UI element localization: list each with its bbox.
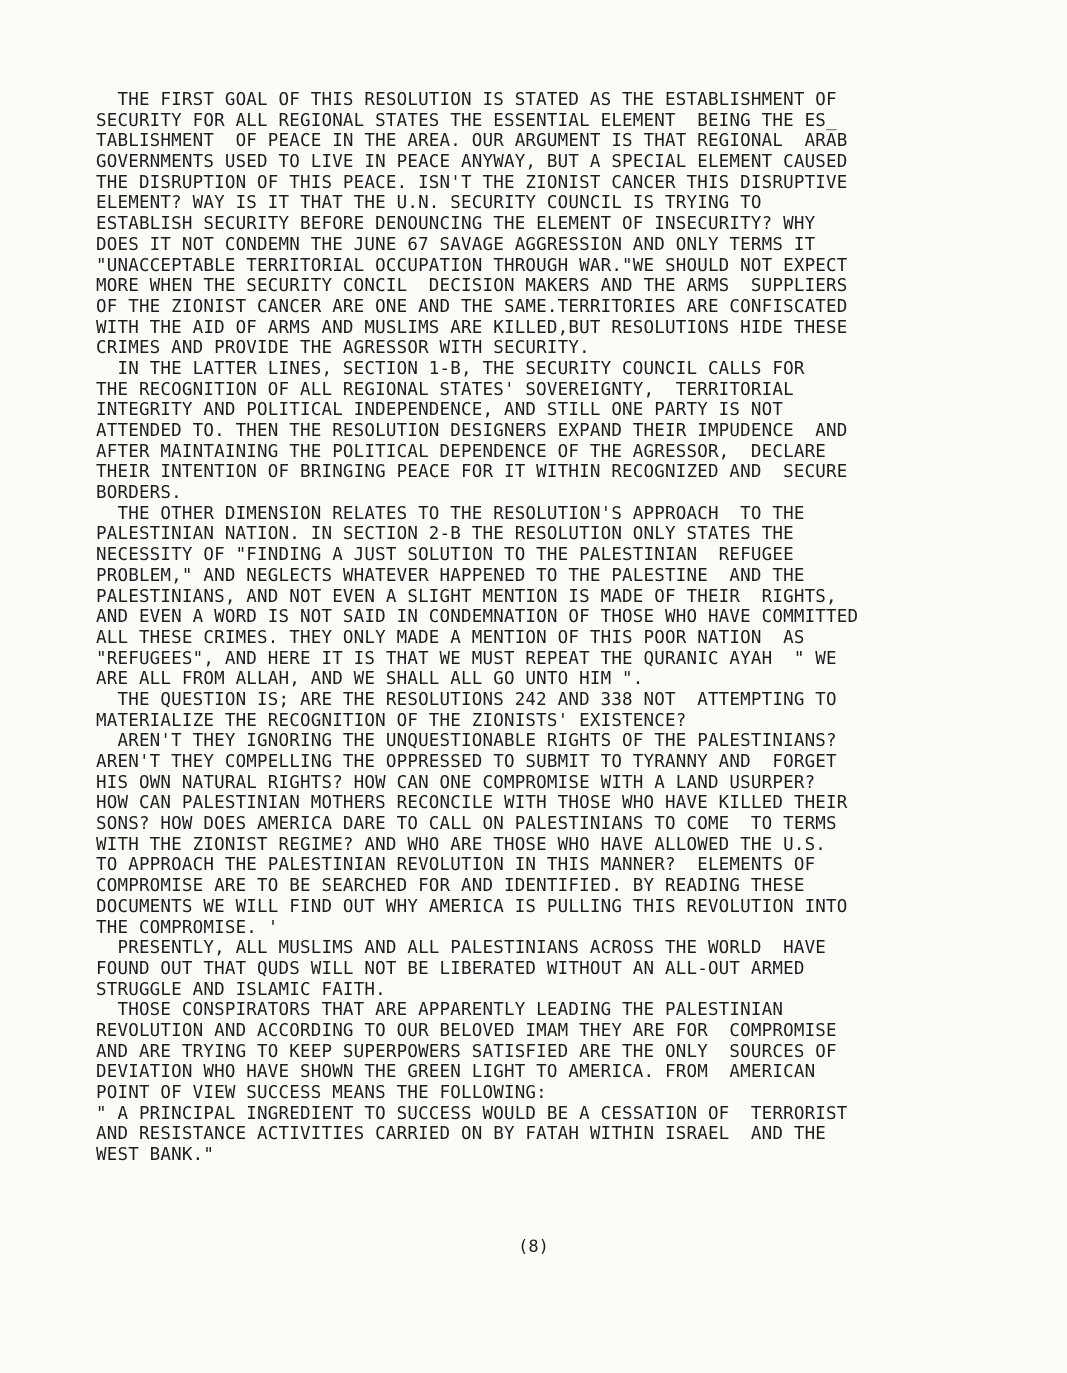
text-line: " A PRINCIPAL INGREDIENT TO SUCCESS WOULD BE A CESSATION OF TERRORIST [96, 1103, 848, 1124]
text-line: THE RECOGNITION OF ALL REGIONAL STATES' SOVEREIGNTY, TERRITORIAL [96, 379, 794, 400]
text-line: THE DISRUPTION OF THIS PEACE. ISN'T THE ZIONIST CANCER THIS DISRUPTIVE [96, 172, 848, 193]
text-line: AND RESISTANCE ACTIVITIES CARRIED ON BY FATAH WITHIN ISRAEL AND THE [96, 1124, 827, 1145]
text-line: GOVERNMENTS USED TO LIVE IN PEACE ANYWAY, BUT A SPECIAL ELEMENT CAUSED [96, 152, 848, 173]
text-line: ATTENDED TO. THEN THE RESOLUTION DESIGNERS EXPAND THEIR IMPUDENCE AND [96, 421, 848, 441]
text-line: SECURITY FOR ALL REGIONAL STATES THE ESSENTIAL ELEMENT BEING THE ES_ [96, 110, 837, 131]
text-line: FOUND OUT THAT QUDS WILL NOT BE LIBERATED WITHOUT AN ALL-OUT ARMED [96, 958, 805, 979]
text-line: ARE ALL FROM ALLAH, AND WE SHALL ALL GO UNTO HIM ". [96, 669, 644, 690]
text-line: TO APPROACH THE PALESTINIAN REVOLUTION IN THIS MANNER? ELEMENTS OF [96, 855, 816, 876]
text-line: STRUGGLE AND ISLAMIC FAITH. [96, 979, 386, 1000]
text-line: INTEGRITY AND POLITICAL INDEPENDENCE, AND STILL ONE PARTY IS NOT [96, 400, 784, 421]
text-line: IN THE LATTER LINES, SECTION 1-B, THE SECURITY COUNCIL CALLS FOR [96, 358, 805, 379]
text-line: DOES IT NOT CONDEMN THE JUNE 67 SAVAGE AGGRESSION AND ONLY TERMS IT [96, 234, 816, 255]
text-line: AFTER MAINTAINING THE POLITICAL DEPENDENCE OF THE AGRESSOR, DECLARE [96, 441, 827, 462]
text-line: REVOLUTION AND ACCORDING TO OUR BELOVED IMAM THEY ARE FOR COMPROMISE [96, 1020, 837, 1041]
text-line: MATERIALIZE THE RECOGNITION OF THE ZIONISTS' EXISTENCE? [96, 710, 687, 731]
text-line: POINT OF VIEW SUCCESS MEANS THE FOLLOWING: [96, 1083, 547, 1103]
text-line: PROBLEM," AND NEGLECTS WHATEVER HAPPENED TO THE PALESTINE AND THE [96, 565, 805, 586]
text-line: THE QUESTION IS; ARE THE RESOLUTIONS 242 AND 338 NOT ATTEMPTING TO [96, 689, 837, 710]
text-line: NECESSITY OF "FINDING A JUST SOLUTION TO THE PALESTINIAN REFUGEE [96, 545, 794, 566]
text-line: TABLISHMENT OF PEACE IN THE AREA. OUR ARGUMENT IS THAT REGIONAL ARAB [96, 131, 848, 152]
text-line: AREN'T THEY IGNORING THE UNQUESTIONABLE RIGHTS OF THE PALESTINIANS? [96, 731, 837, 752]
text-line: ESTABLISH SECURITY BEFORE DENOUNCING THE ELEMENT OF INSECURITY? WHY [96, 214, 816, 235]
text-line: AND EVEN A WORD IS NOT SAID IN CONDEMNATION OF THOSE WHO HAVE COMMITTED [96, 607, 859, 628]
text-line: WEST BANK." [96, 1145, 215, 1166]
text-line: HOW CAN PALESTINIAN MOTHERS RECONCILE WITH THOSE WHO HAVE KILLED THEIR [96, 793, 848, 814]
page-number: (8) [518, 1237, 549, 1257]
text-line: PALESTINIANS, AND NOT EVEN A SLIGHT MENTION IS MADE OF THEIR RIGHTS, [96, 586, 837, 607]
text-line: SONS? HOW DOES AMERICA DARE TO CALL ON PALESTINIANS TO COME TO TERMS [96, 814, 837, 835]
text-line: ALL THESE CRIMES. THEY ONLY MADE A MENTION OF THIS POOR NATION AS [96, 627, 805, 648]
text-line: BORDERS. [96, 483, 182, 504]
text-line: WITH THE ZIONIST REGIME? AND WHO ARE THOSE WHO HAVE ALLOWED THE U.S. [96, 834, 827, 855]
text-line: HIS OWN NATURAL RIGHTS? HOW CAN ONE COMPROMISE WITH A LAND USURPER? [96, 772, 816, 793]
text-line: AREN'T THEY COMPELLING THE OPPRESSED TO SUBMIT TO TYRANNY AND FORGET [96, 752, 837, 772]
text-line: THEIR INTENTION OF BRINGING PEACE FOR IT WITHIN RECOGNIZED AND SECURE [96, 462, 848, 483]
text-line: OF THE ZIONIST CANCER ARE ONE AND THE SAME.TERRITORIES ARE CONFISCATED [96, 296, 848, 317]
text-line: THE FIRST GOAL OF THIS RESOLUTION IS STATED AS THE ESTABLISHMENT OF [96, 90, 837, 110]
text-line: PALESTINIAN NATION. IN SECTION 2-B THE RESOLUTION ONLY STATES THE [96, 524, 794, 545]
document-body [96, 90, 986, 1166]
text-line: THOSE CONSPIRATORS THAT ARE APPARENTLY LEADING THE PALESTINIAN [96, 1000, 784, 1021]
text-line: "UNACCEPTABLE TERRITORIAL OCCUPATION THROUGH WAR."WE SHOULD NOT EXPECT [96, 255, 848, 276]
text-line: THE COMPROMISE. ' [96, 917, 279, 938]
text-line: CRIMES AND PROVIDE THE AGRESSOR WITH SECURITY. [96, 338, 590, 359]
text-line: THE OTHER DIMENSION RELATES TO THE RESOLUTION'S APPROACH TO THE [96, 503, 805, 524]
text-line: MORE WHEN THE SECURITY CONCIL DECISION MAKERS AND THE ARMS SUPPLIERS [96, 276, 848, 297]
text-line: "REFUGEES", AND HERE IT IS THAT WE MUST REPEAT THE QURANIC AYAH " WE [96, 648, 837, 669]
text-line: ELEMENT? WAY IS IT THAT THE U.N. SECURITY COUNCIL IS TRYING TO [96, 193, 762, 214]
text-line: DEVIATION WHO HAVE SHOWN THE GREEN LIGHT TO AMERICA. FROM AMERICAN [96, 1062, 816, 1083]
text-line: WITH THE AID OF ARMS AND MUSLIMS ARE KILLED,BUT RESOLUTIONS HIDE THESE [96, 317, 848, 338]
text-line: DOCUMENTS WE WILL FIND OUT WHY AMERICA IS PULLING THIS REVOLUTION INTO [96, 896, 848, 917]
text-line: PRESENTLY, ALL MUSLIMS AND ALL PALESTINIANS ACROSS THE WORLD HAVE [96, 938, 827, 959]
text-line: COMPROMISE ARE TO BE SEARCHED FOR AND IDENTIFIED. BY READING THESE [96, 876, 805, 897]
text-line: AND ARE TRYING TO KEEP SUPERPOWERS SATISFIED ARE THE ONLY SOURCES OF [96, 1041, 837, 1062]
